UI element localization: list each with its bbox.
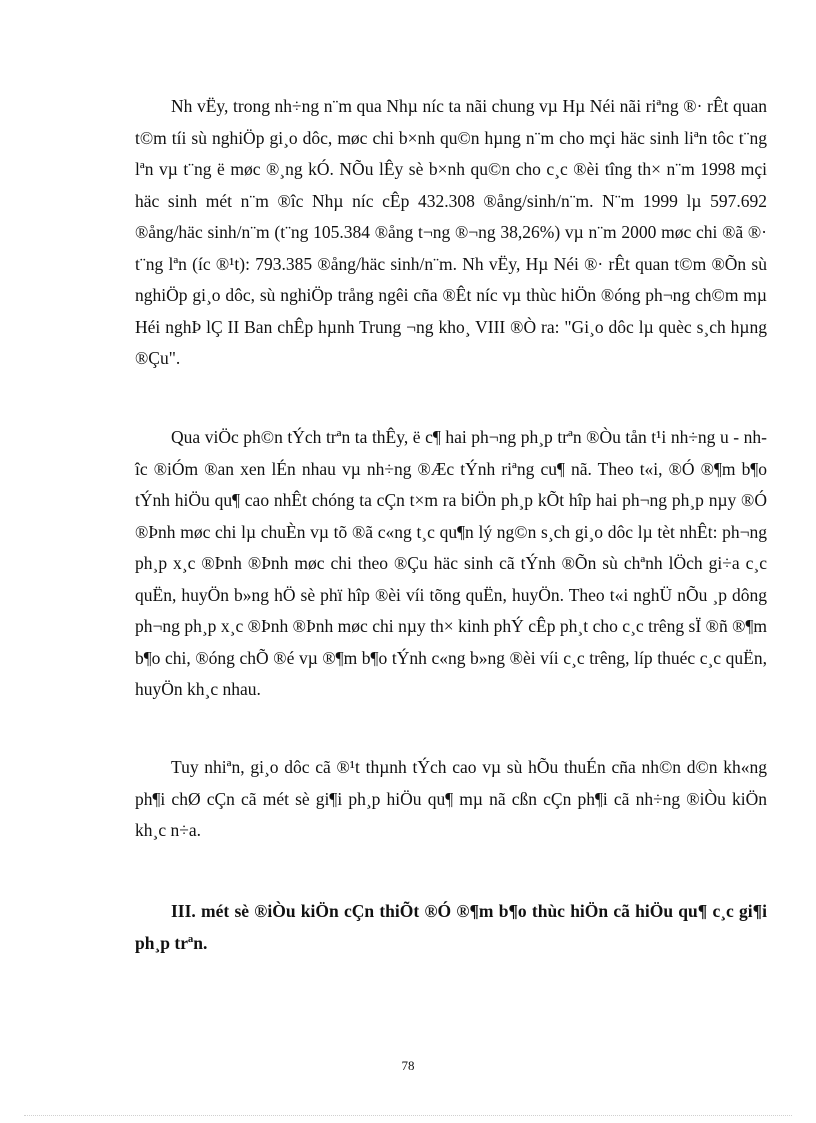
body-paragraph: Nh vËy, trong nh÷ng n¨m qua Nhµ níc ta nãi chung vµ Hµ Néi nãi riªng ®· rÊt quan t©m tíi sù nghiÖp gi¸o dôc, møc chi b×nh qu©n hµng n¨m cho mçi häc sinh liªn tôc t¨ng lªn vµ t¨ng ë møc ®¸ng kÓ. NÕu lÊy sè b×nh qu©n cho c¸c ®èi tîng th× n¨m 1998 mçi häc sinh mét n¨m ®îc Nhµ níc cÊp 432.308 ®ång/sinh/n¨m. N¨m 1999 lµ 597.692 ®ång/häc sinh/n¨m (t¨ng 105.384 ®ång t¬ng ®¬ng 38,26%) vµ n¨m 2000 møc chi ®ã ®· t¨ng lªn (íc ®¹t): 793.385 ®ång/häc sinh/n¨m. Nh vËy, Hµ Néi ®· rÊt quan t©m ®Õn sù nghiÖp gi¸o dôc, sù nghiÖp trång ngêi cña ®Êt níc vµ thùc hiÖn ®óng ph¬ng ch©m mµ Héi nghÞ lÇ II Ban chÊp hµnh Trung ¬ng kho¸ VIII ®Ò ra: "Gi¸o dôc lµ quèc s¸ch hµng ®Çu". [135, 96, 767, 368]
body-paragraph: Qua viÖc ph©n tÝch trªn ta thÊy, ë c¶ hai ph¬ng ph¸p trªn ®Òu tån t¹i nh÷ng u - nhîc ®iÓm ®an xen lÉn nhau vµ nh÷ng ®Æc tÝnh riªng cu¶ nã. Theo t«i, ®Ó ®¶m b¶o tÝnh hiÖu qu¶ cao nhÊt chóng ta cÇn t×m ra biÖn ph¸p kÕt hîp hai ph¬ng ph¸p nµy ®Ó ®Þnh møc chi lµ chuÈn vµ tõ ®ã c«ng t¸c qu¶n lý ng©n s¸ch gi¸o dôc lµ tèt nhÊt: ph¬ng ph¸p x¸c ®Þnh ®Þnh møc chi theo ®Çu häc sinh cã tÝnh ®Õn sù chªnh lÖch gi÷a c¸c quËn, huyÖn b»ng hÖ sè phï hîp ®èi víi tõng quËn, huyÖn. Theo t«i nghÜ nÕu ¸p dông ph¬ng ph¸p x¸c ®Þnh ®Þnh møc chi nµy th× kinh phÝ cÊp ph¸t cho c¸c trêng sÏ ®ñ ®¶m b¶o chi, ®óng chÕ ®é vµ ®¶m b¶o tÝnh c«ng b»ng ®èi víi c¸c trêng, líp thuéc c¸c quËn, huyÖn kh¸c nhau. [135, 427, 767, 699]
page-number: 78 [401, 1058, 415, 1073]
body-paragraph: Tuy nhiªn, gi¸o dôc cã ®¹t thµnh tÝch cao vµ sù hÕu thuÉn cña nh©n d©n kh«ng ph¶i chØ cÇn cã mét sè gi¶i ph¸p hiÖu qu¶ mµ nã cßn cÇn ph¶i cã nh÷ng ®iÒu kiÖn kh¸c n÷a. [135, 757, 767, 840]
section-heading: III. mét sè ®iÒu kiÖn cÇn thiÕt ®Ó ®¶m b¶o thùc hiÖn cã hiÖu qu¶ c¸c gi¶i ph¸p trªn. [135, 901, 767, 953]
page-bottom-divider [24, 1115, 792, 1116]
